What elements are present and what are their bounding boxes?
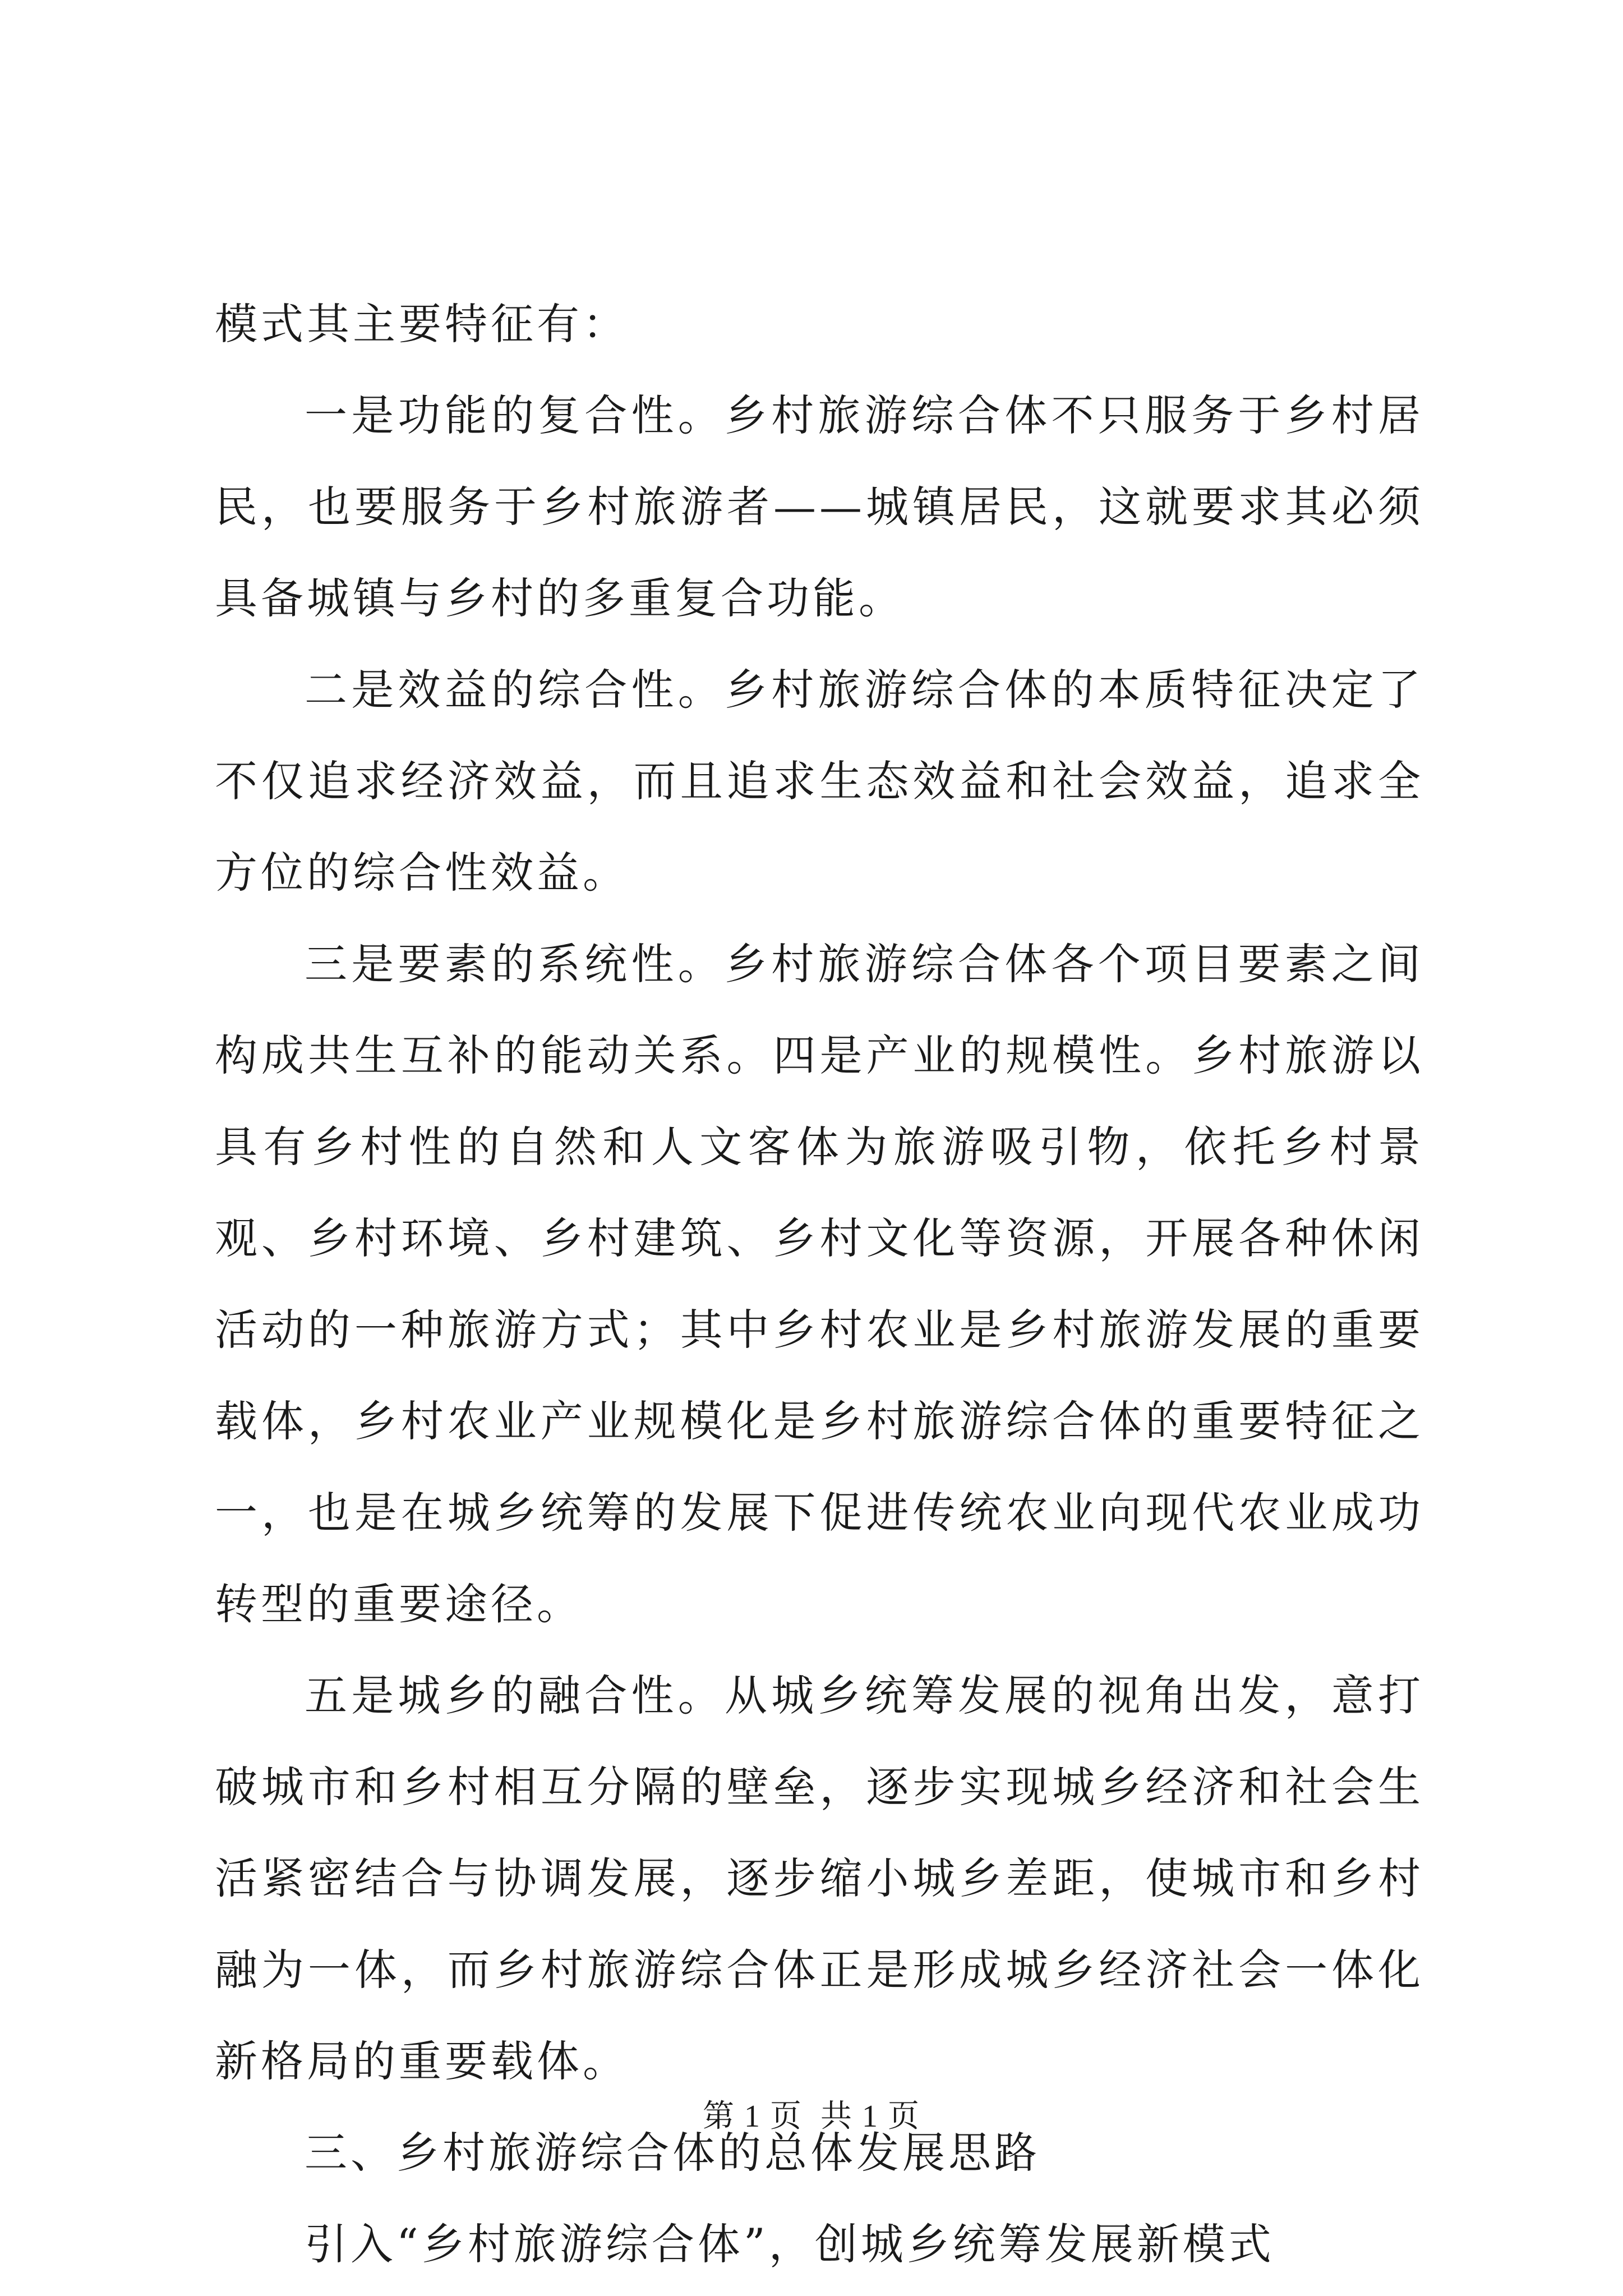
paragraph-intro: 模式其主要特征有：	[215, 299, 629, 349]
document-body	[215, 278, 1424, 2290]
paragraph-feature-3-4: 三是要素的系统性。乡村旅游综合体各个项目要素之间构成共生互补的能动关系。四是产业的规模性。乡村旅游以具有乡村性的自然和人文客体为旅游吸引物，依托乡村景观、乡村环境、乡村建筑、乡村文化等资源，开展各种休闲活动的一种旅游方式；其中乡村农业是乡村旅游发展的重要载体，乡村农业产业规模化是乡村旅游综合体的重要特征之一，也是在城乡统筹的发展下促进传统农业向现代农业成功转型的重要途径。	[215, 939, 1424, 1629]
paragraph-feature-1: 一是功能的复合性。乡村旅游综合体不只服务于乡村居民，也要服务于乡村旅游者——城镇居民，这就要求其必须具备城镇与乡村的多重复合功能。	[215, 390, 1424, 623]
page-footer	[0, 2091, 1623, 2136]
paragraph-feature-2: 二是效益的综合性。乡村旅游综合体的本质特征决定了不仅追求经济效益，而且追求生态效益和社会效益，追求全方位的综合性效益。	[215, 665, 1424, 898]
section-heading: 三、乡村旅游综合体的总体发展思路	[305, 2128, 1040, 2178]
paragraph-feature-5: 五是城乡的融合性。从城乡统筹发展的视角出发，意打破城市和乡村相互分隔的壁垒，逐步实现城乡经济和社会生活紧密结合与协调发展，逐步缩小城乡差距，使城市和乡村融为一体，而乡村旅游综合体正是形成城乡经济社会一体化新格局的重要载体。	[215, 1671, 1424, 2086]
subsection-heading: 引入“乡村旅游综合体”，创城乡统筹发展新模式	[305, 2219, 1275, 2269]
page-number-label: 第 1 页 共 1 页	[703, 2099, 920, 2134]
